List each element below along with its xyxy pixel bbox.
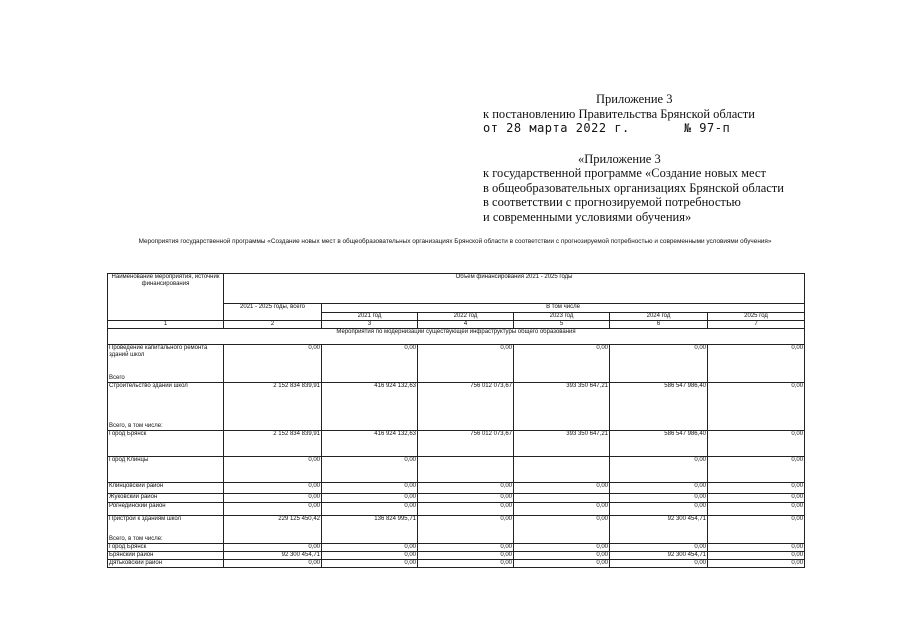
row-name-cell [108, 544, 224, 552]
year-header: 2025 год [708, 313, 805, 321]
value-cell: 0,00 [322, 345, 418, 383]
value-cell: 0,00 [322, 544, 418, 552]
row-name: Клинцовский район [109, 483, 164, 489]
value-cell: 0,00 [708, 457, 805, 483]
table-row [108, 383, 805, 431]
row-subtotal-label: Всего [109, 375, 125, 381]
value-cell: 0,00 [708, 345, 805, 383]
value-cell: 0,00 [418, 494, 514, 503]
row-name-cell [108, 560, 224, 568]
value-cell: 0,00 [708, 483, 805, 494]
table-row [108, 503, 805, 516]
value-cell: 0,00 [514, 560, 610, 568]
row-name: Город Брянск [109, 431, 147, 437]
table-row [108, 494, 805, 503]
value-cell: 0,00 [708, 503, 805, 516]
value-cell: 416 924 132,63 [322, 383, 418, 431]
row-name: Проведение капитального ремонта зданий школ [109, 345, 208, 358]
financing-table [107, 273, 805, 568]
value-cell: 0,00 [224, 503, 322, 516]
row-name-cell [108, 431, 224, 457]
column-number: 5 [514, 321, 610, 329]
value-cell: 0,00 [322, 503, 418, 516]
value-cell: 229 125 450,42 [224, 516, 322, 544]
value-cell: 0,00 [514, 345, 610, 383]
row-name-cell [108, 552, 224, 560]
value-cell: 0,00 [418, 483, 514, 494]
value-cell: 0,00 [322, 457, 418, 483]
value-cell [514, 494, 610, 503]
row-name: Строительство зданий школ [109, 383, 188, 389]
value-cell: 92 300 454,71 [610, 552, 708, 560]
table-row [108, 552, 805, 560]
value-cell: 0,00 [610, 544, 708, 552]
table-row [108, 560, 805, 568]
value-cell: 0,00 [514, 483, 610, 494]
appendix-quote: «Приложение 3 [578, 151, 661, 166]
section-title: Мероприятия по модернизации существующей инфраструктуры общего образования [108, 329, 805, 345]
value-cell: 0,00 [610, 494, 708, 503]
value-cell: 0,00 [708, 516, 805, 544]
value-cell: 0,00 [514, 552, 610, 560]
appendix-number: Приложение 3 [596, 92, 673, 106]
value-cell: 393 350 647,21 [514, 383, 610, 431]
row-name-cell [108, 457, 224, 483]
row-name-cell [108, 516, 224, 544]
value-cell: 0,00 [418, 560, 514, 568]
row-subtotal-label: Всего, в том числе: [109, 536, 163, 542]
value-cell: 0,00 [514, 516, 610, 544]
column-number: 6 [610, 321, 708, 329]
value-cell: 0,00 [514, 503, 610, 516]
year-header: 2023 год [514, 313, 610, 321]
value-cell: 92 300 454,71 [610, 516, 708, 544]
value-cell: 0,00 [418, 544, 514, 552]
value-cell: 136 824 995,71 [322, 516, 418, 544]
value-cell: 0,00 [708, 560, 805, 568]
value-cell: 0,00 [418, 516, 514, 544]
column-number: 4 [418, 321, 514, 329]
value-cell: 0,00 [322, 494, 418, 503]
value-cell: 756 012 073,67 [418, 431, 514, 457]
appendix-header [483, 92, 813, 224]
value-cell: 0,00 [610, 457, 708, 483]
value-cell: 0,00 [224, 483, 322, 494]
column-number: 7 [708, 321, 805, 329]
value-cell: 586 547 986,40 [610, 383, 708, 431]
value-cell: 0,00 [322, 552, 418, 560]
row-name-cell [108, 483, 224, 494]
column-number: 1 [108, 321, 224, 329]
value-cell: 2 152 834 839,91 [224, 383, 322, 431]
value-cell: 0,00 [610, 503, 708, 516]
value-cell: 0,00 [610, 345, 708, 383]
value-cell: 393 350 647,21 [514, 431, 610, 457]
row-name-cell [108, 494, 224, 503]
table-row [108, 431, 805, 457]
total-header: 2021 - 2025 годы, всего [224, 304, 322, 321]
row-name-cell [108, 345, 224, 383]
row-name: Брянский район [109, 552, 154, 558]
volume-header: Объем финансирования 2021 - 2025 годы [224, 274, 805, 304]
value-cell: 0,00 [610, 483, 708, 494]
value-cell: 0,00 [708, 383, 805, 431]
value-cell: 756 012 073,67 [418, 383, 514, 431]
value-cell: 0,00 [418, 345, 514, 383]
value-cell: 0,00 [708, 544, 805, 552]
value-cell: 0,00 [322, 483, 418, 494]
value-cell: 0,00 [418, 503, 514, 516]
row-name-cell [108, 383, 224, 431]
table-row [108, 345, 805, 383]
column-number: 3 [322, 321, 418, 329]
program-line: в общеобразовательных организациях Брянской области [483, 180, 784, 195]
table-row [108, 516, 805, 544]
row-name-cell [108, 503, 224, 516]
row-name: Дятьковский район [109, 560, 163, 566]
row-name: Пристрои к зданиям школ [109, 516, 182, 522]
value-cell: 0,00 [224, 345, 322, 383]
row-name: Жуковский район [109, 494, 158, 500]
row-name: Город Клинцы [109, 457, 149, 463]
name-column-header: Наименование мероприятия, источник финансирования [108, 274, 224, 321]
row-name: Рогнединский район [109, 503, 166, 509]
value-cell: 0,00 [418, 552, 514, 560]
year-header: 2022 год [418, 313, 514, 321]
column-numbers-row [108, 321, 805, 329]
table-row [108, 483, 805, 494]
year-header: 2021 год [322, 313, 418, 321]
program-line: и современными условиями обучения» [483, 209, 692, 224]
value-cell: 0,00 [224, 544, 322, 552]
resolution-date: от 28 марта 2022 г. № 97-п [483, 121, 731, 135]
program-line: в соответствии с прогнозируемой потребностью [483, 195, 741, 209]
including-header: В том числе [322, 304, 805, 313]
value-cell [418, 457, 514, 483]
row-subtotal-label: Всего, в том числе: [109, 423, 163, 429]
value-cell: 0,00 [224, 494, 322, 503]
value-cell: 0,00 [708, 431, 805, 457]
value-cell: 0,00 [224, 457, 322, 483]
value-cell: 0,00 [224, 560, 322, 568]
value-cell: 0,00 [708, 494, 805, 503]
value-cell: 416 924 132,63 [322, 431, 418, 457]
value-cell: 0,00 [708, 552, 805, 560]
value-cell: 2 152 834 839,91 [224, 431, 322, 457]
value-cell: 0,00 [514, 544, 610, 552]
value-cell: 586 547 986,40 [610, 431, 708, 457]
year-header: 2024 год [610, 313, 708, 321]
program-line: к государственной программе «Создание новых мест [483, 166, 766, 180]
value-cell: 0,00 [610, 560, 708, 568]
value-cell [514, 457, 610, 483]
value-cell: 92 300 454,71 [224, 552, 322, 560]
column-number: 2 [224, 321, 322, 329]
table-row [108, 544, 805, 552]
row-name: Город Брянск [109, 544, 147, 550]
document-subtitle: Мероприятия государственной программы «Создание новых мест в общеобразовательных организациях Брянской области в соответствии с прогнозируемой потребностью и современными условиями обучения» [138, 238, 772, 245]
resolution-reference: к постановлению Правительства Брянской области [483, 106, 755, 121]
value-cell: 0,00 [322, 560, 418, 568]
table-row [108, 457, 805, 483]
